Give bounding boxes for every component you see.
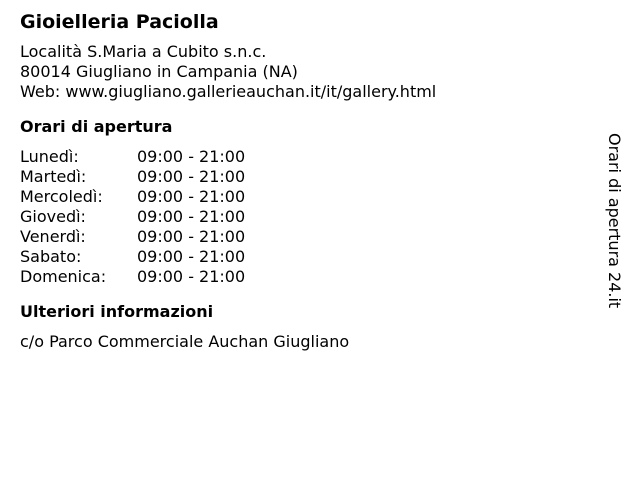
day-label: Giovedì: — [20, 207, 86, 226]
day-label: Martedì: — [20, 167, 87, 186]
address-line-2: 80014 Giugliano in Campania (NA) — [20, 62, 298, 81]
day-label: Domenica: — [20, 267, 107, 286]
hours-row-friday — [20, 227, 245, 247]
additional-info-text: c/o Parco Commerciale Auchan Giugliano — [20, 332, 350, 351]
address-line-1: Località S.Maria a Cubito s.n.c. — [20, 42, 267, 61]
additional-info-heading: Ulteriori informazioni — [20, 302, 214, 321]
shop-card — [20, 8, 580, 352]
time-range: 09:00 - 21:00 — [137, 267, 246, 286]
hours-row-sunday — [20, 267, 245, 287]
web-line: Web: www.giugliano.gallerieauchan.it/it/gallery.html — [20, 82, 437, 101]
hours-row-thursday — [20, 207, 245, 227]
opening-hours-table — [20, 147, 245, 287]
day-label: Sabato: — [20, 247, 82, 266]
time-range: 09:00 - 21:00 — [137, 167, 246, 186]
time-range: 09:00 - 21:00 — [137, 207, 246, 226]
day-label: Lunedì: — [20, 147, 79, 166]
opening-hours-heading: Orari di apertura — [20, 117, 173, 136]
hours-row-wednesday — [20, 187, 245, 207]
time-range: 09:00 - 21:00 — [137, 247, 246, 266]
hours-row-tuesday — [20, 167, 245, 187]
time-range: 09:00 - 21:00 — [137, 227, 246, 246]
time-range: 09:00 - 21:00 — [137, 187, 246, 206]
site-watermark: Orari di apertura 24.it — [605, 133, 624, 309]
shop-title: Gioielleria Paciolla — [20, 11, 219, 33]
day-label: Venerdì: — [20, 227, 86, 246]
day-label: Mercoledì: — [20, 187, 103, 206]
hours-row-saturday — [20, 247, 245, 267]
time-range: 09:00 - 21:00 — [137, 147, 246, 166]
hours-row-monday — [20, 147, 245, 167]
